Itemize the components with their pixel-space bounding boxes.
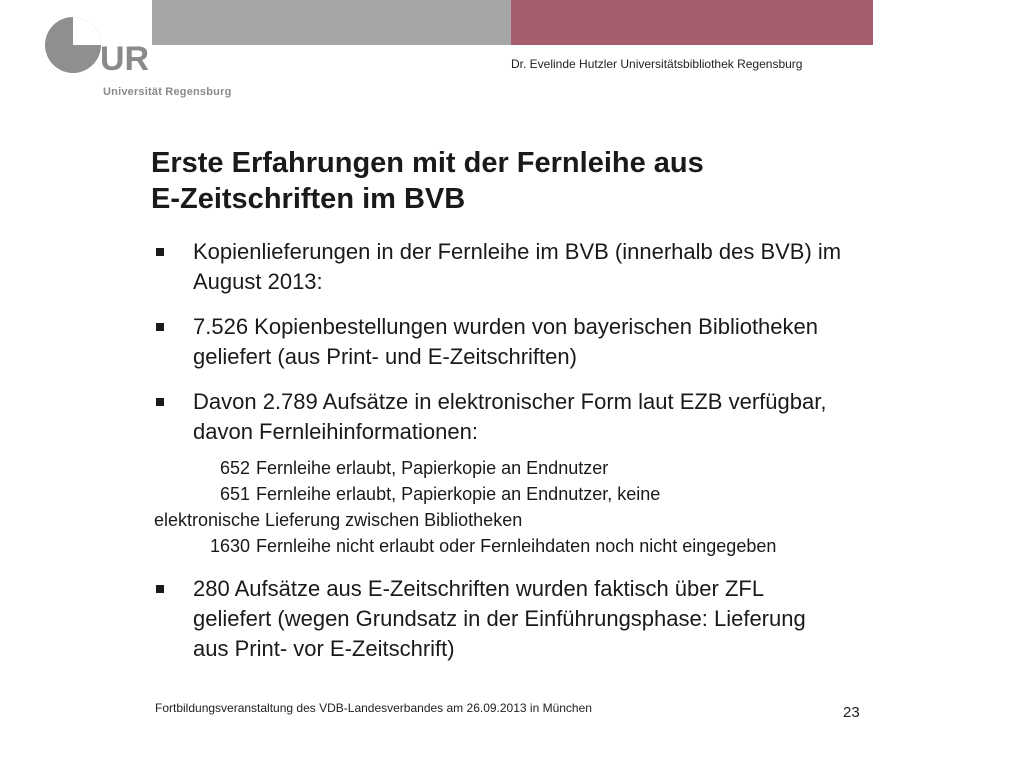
count-description-continuation: elektronische Lieferung zwischen Bibliotheken <box>154 510 523 530</box>
logo-subtitle: Universität Regensburg <box>103 86 232 98</box>
count-description: Fernleihe erlaubt, Papierkopie an Endnutzer, keine <box>256 484 661 504</box>
list-item <box>154 533 974 559</box>
fernleih-info-list <box>154 455 974 559</box>
bullet-item <box>154 387 974 447</box>
page-number: 23 <box>843 704 860 721</box>
title-line-1: Erste Erfahrungen mit der Fernleihe aus <box>151 147 704 179</box>
bullet-text: geliefert (aus Print- und E-Zeitschriften) <box>193 344 577 369</box>
count-value: 651 <box>219 484 250 504</box>
bullet-text: 7.526 Kopienbestellungen wurden von bayerischen Bibliotheken <box>193 314 819 339</box>
square-bullet-icon <box>156 585 164 593</box>
bullet-text: Davon 2.789 Aufsätze in elektronischer Form laut EZB verfügbar, <box>193 389 827 414</box>
count-description: Fernleihe nicht erlaubt oder Fernleihdaten noch nicht eingegeben <box>256 536 777 556</box>
count-value: 1630 <box>209 536 250 556</box>
list-item <box>154 455 974 481</box>
list-item <box>154 481 974 507</box>
header-red-bar <box>511 0 873 45</box>
square-bullet-icon <box>156 398 164 406</box>
bullet-text: davon Fernleihinformationen: <box>193 419 478 444</box>
slide-content <box>154 237 974 679</box>
bullet-item <box>154 237 974 297</box>
square-bullet-icon <box>156 323 164 331</box>
bullet-text: August 2013: <box>193 269 323 294</box>
slide-title <box>151 145 971 217</box>
bullet-text: geliefert (wegen Grundsatz in der Einführungsphase: Lieferung <box>193 606 806 631</box>
title-line-2: E-Zeitschriften im BVB <box>151 183 466 215</box>
footer-event: Fortbildungsveranstaltung des VDB-Landesverbandes am 26.09.2013 in München <box>155 701 592 715</box>
bullet-text: aus Print- vor E-Zeitschrift) <box>193 636 455 661</box>
bullet-item <box>154 574 974 664</box>
square-bullet-icon <box>156 248 164 256</box>
bullet-item <box>154 312 974 372</box>
count-description: Fernleihe erlaubt, Papierkopie an Endnutzer <box>256 458 609 478</box>
logo-letters: UR <box>100 40 150 78</box>
bullet-text: 280 Aufsätze aus E-Zeitschriften wurden faktisch über ZFL <box>193 576 765 601</box>
count-value: 652 <box>219 458 250 478</box>
bullet-text: Kopienlieferungen in der Fernleihe im BVB (innerhalb des BVB) im <box>193 239 842 264</box>
author-line: Dr. Evelinde Hutzler Universitätsbibliothek Regensburg <box>511 57 803 71</box>
